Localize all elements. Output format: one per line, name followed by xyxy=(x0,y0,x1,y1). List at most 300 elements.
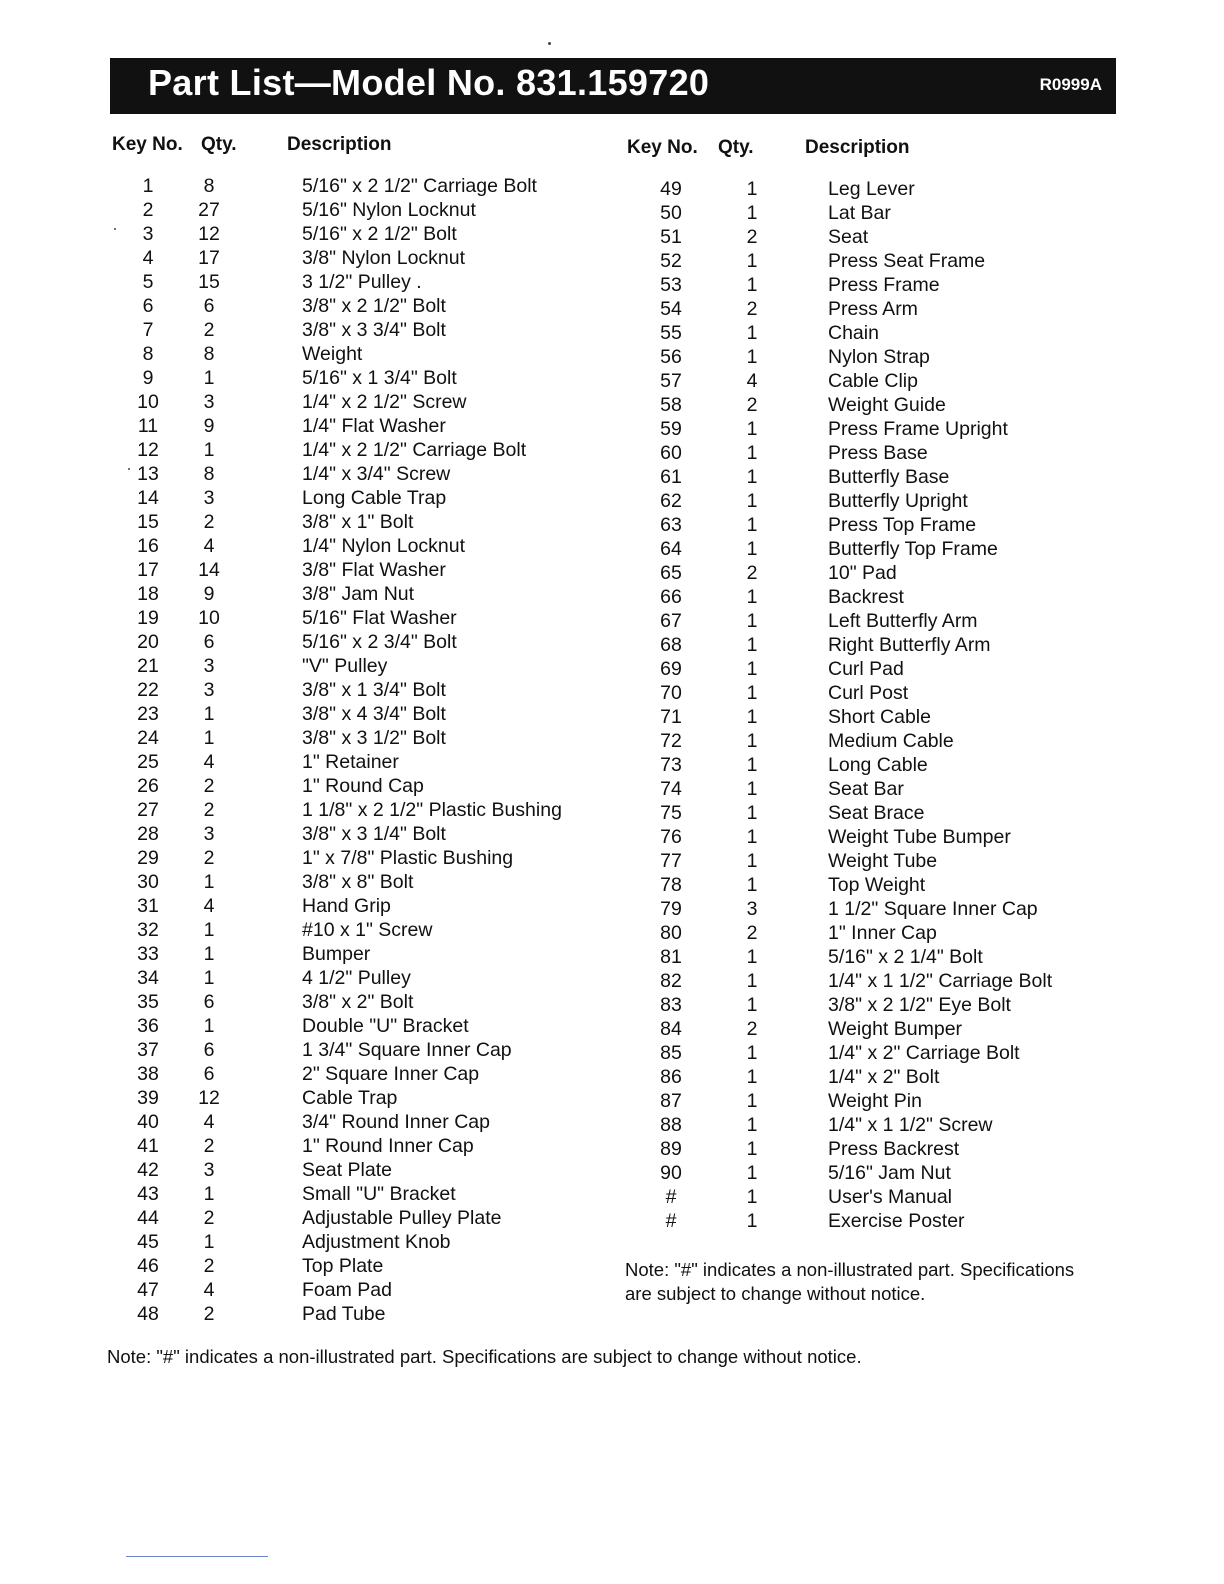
part-row xyxy=(126,774,596,798)
part-description: Chain xyxy=(828,322,879,344)
part-description: Curl Post xyxy=(828,682,909,704)
part-description: 1" Round Cap xyxy=(302,775,424,797)
part-quantity: 1 xyxy=(746,586,758,608)
part-row xyxy=(650,825,1120,849)
part-quantity: 4 xyxy=(203,1111,215,1133)
part-quantity: 1 xyxy=(746,202,758,224)
part-key-number: 82 xyxy=(660,970,682,992)
part-key-number: 31 xyxy=(137,895,159,917)
part-quantity: 1 xyxy=(203,703,215,725)
part-description: 5/16" x 2 3/4" Bolt xyxy=(302,631,457,653)
part-key-number: 33 xyxy=(137,943,159,965)
part-key-number: 69 xyxy=(660,658,682,680)
part-description: 10" Pad xyxy=(828,562,897,584)
part-row xyxy=(650,201,1120,225)
part-quantity: 14 xyxy=(198,559,220,581)
part-description: 3/8" x 4 3/4" Bolt xyxy=(302,703,446,725)
part-key-number: 8 xyxy=(142,343,154,365)
part-description: Right Butterfly Arm xyxy=(828,634,991,656)
part-description: 1 3/4" Square Inner Cap xyxy=(302,1039,512,1061)
part-key-number: 68 xyxy=(660,634,682,656)
part-row xyxy=(650,681,1120,705)
part-quantity: 1 xyxy=(746,250,758,272)
part-quantity: 1 xyxy=(746,658,758,680)
part-quantity: 6 xyxy=(203,1063,215,1085)
part-description: Seat Bar xyxy=(828,778,904,800)
part-quantity: 2 xyxy=(203,1135,215,1157)
part-key-number: 9 xyxy=(142,367,154,389)
part-description: Foam Pad xyxy=(302,1279,392,1301)
part-quantity: 8 xyxy=(203,175,215,197)
part-quantity: 1 xyxy=(746,634,758,656)
part-quantity: 4 xyxy=(203,751,215,773)
part-key-number: 88 xyxy=(660,1114,682,1136)
part-description: 3/8" x 3 3/4" Bolt xyxy=(302,319,446,341)
part-quantity: 12 xyxy=(198,1087,220,1109)
part-row xyxy=(650,1137,1120,1161)
part-key-number: 43 xyxy=(137,1183,159,1205)
part-quantity: 2 xyxy=(203,1207,215,1229)
part-key-number: 29 xyxy=(137,847,159,869)
part-quantity: 17 xyxy=(198,247,220,269)
part-row xyxy=(126,870,596,894)
right-description-header: Description xyxy=(805,137,910,158)
left-qty-header: Qty. xyxy=(201,134,237,155)
part-description: 3/8" x 2 1/2" Eye Bolt xyxy=(828,994,1011,1016)
part-row xyxy=(126,1230,596,1254)
title-bar xyxy=(110,58,1116,114)
part-description: 5/16" Jam Nut xyxy=(828,1162,951,1184)
part-key-number: 32 xyxy=(137,919,159,941)
part-quantity: 1 xyxy=(203,1015,215,1037)
part-row xyxy=(126,534,596,558)
part-key-number: 51 xyxy=(660,226,682,248)
scan-speck xyxy=(128,468,130,470)
part-key-number: 64 xyxy=(660,538,682,560)
part-key-number: 1 xyxy=(142,175,154,197)
part-row xyxy=(650,345,1120,369)
part-key-number: 38 xyxy=(137,1063,159,1085)
part-description: 3 1/2" Pulley . xyxy=(302,271,422,293)
part-key-number: 6 xyxy=(142,295,154,317)
part-key-number: 59 xyxy=(660,418,682,440)
part-description: 3/8" x 3 1/4" Bolt xyxy=(302,823,446,845)
part-description: Leg Lever xyxy=(828,178,915,200)
part-row xyxy=(650,249,1120,273)
part-row xyxy=(126,270,596,294)
part-description: Press Frame xyxy=(828,274,940,296)
part-key-number: 75 xyxy=(660,802,682,824)
part-row xyxy=(126,1182,596,1206)
part-quantity: 1 xyxy=(203,367,215,389)
part-quantity: 4 xyxy=(746,370,758,392)
part-row xyxy=(126,1038,596,1062)
part-row xyxy=(126,798,596,822)
part-description: Pad Tube xyxy=(302,1303,386,1325)
part-description: #10 x 1" Screw xyxy=(302,919,433,941)
part-key-number: 23 xyxy=(137,703,159,725)
part-quantity: 1 xyxy=(746,826,758,848)
part-row xyxy=(650,657,1120,681)
part-row xyxy=(126,1110,596,1134)
part-row xyxy=(650,321,1120,345)
part-description: 3/8" x 1 3/4" Bolt xyxy=(302,679,446,701)
part-quantity: 1 xyxy=(746,1186,758,1208)
part-row xyxy=(650,945,1120,969)
part-key-number: 49 xyxy=(660,178,682,200)
part-key-number: 58 xyxy=(660,394,682,416)
part-key-number: 46 xyxy=(137,1255,159,1277)
part-quantity: 1 xyxy=(746,466,758,488)
part-description: 1/4" x 1 1/2" Carriage Bolt xyxy=(828,970,1053,992)
part-quantity: 4 xyxy=(203,895,215,917)
part-quantity: 1 xyxy=(746,1090,758,1112)
part-description: Adjustable Pulley Plate xyxy=(302,1207,502,1229)
part-description: Weight Tube Bumper xyxy=(828,826,1011,848)
part-description: Weight Pin xyxy=(828,1090,922,1112)
part-quantity: 1 xyxy=(746,1066,758,1088)
part-description: 1/4" x 1 1/2" Screw xyxy=(828,1114,993,1136)
part-description: 3/8" Flat Washer xyxy=(302,559,446,581)
part-row xyxy=(650,969,1120,993)
scan-speck xyxy=(114,228,116,230)
part-description: Butterfly Upright xyxy=(828,490,968,512)
part-row xyxy=(650,729,1120,753)
part-quantity: 1 xyxy=(746,850,758,872)
part-row xyxy=(650,753,1120,777)
part-row xyxy=(126,294,596,318)
part-description: 5/16" Nylon Locknut xyxy=(302,199,476,221)
part-key-number: 42 xyxy=(137,1159,159,1181)
part-row xyxy=(126,822,596,846)
part-key-number: 40 xyxy=(137,1111,159,1133)
part-key-number: # xyxy=(665,1210,677,1232)
part-row xyxy=(650,441,1120,465)
part-quantity: 1 xyxy=(203,967,215,989)
part-quantity: 4 xyxy=(203,535,215,557)
part-row xyxy=(126,966,596,990)
part-description: 1 1/8" x 2 1/2" Plastic Bushing xyxy=(302,799,562,821)
part-key-number: 11 xyxy=(137,415,159,437)
part-description: Double "U" Bracket xyxy=(302,1015,469,1037)
part-row xyxy=(650,873,1120,897)
part-row xyxy=(126,654,596,678)
part-quantity: 6 xyxy=(203,295,215,317)
part-description: Weight Tube xyxy=(828,850,938,872)
part-key-number: 54 xyxy=(660,298,682,320)
part-quantity: 4 xyxy=(203,1279,215,1301)
part-row xyxy=(126,582,596,606)
part-quantity: 2 xyxy=(203,775,215,797)
part-quantity: 1 xyxy=(746,874,758,896)
part-description: Top Weight xyxy=(828,874,926,896)
part-key-number: 2 xyxy=(142,199,154,221)
part-quantity: 1 xyxy=(746,970,758,992)
part-row xyxy=(126,414,596,438)
part-key-number: 30 xyxy=(137,871,159,893)
part-description: Adjustment Knob xyxy=(302,1231,451,1253)
part-description: Press Top Frame xyxy=(828,514,977,536)
part-quantity: 3 xyxy=(203,487,215,509)
part-quantity: 2 xyxy=(203,511,215,533)
part-description: 3/8" x 8" Bolt xyxy=(302,871,414,893)
part-quantity: 2 xyxy=(746,298,758,320)
part-quantity: 2 xyxy=(203,799,215,821)
part-description: 3/8" x 2 1/2" Bolt xyxy=(302,295,446,317)
part-description: Nylon Strap xyxy=(828,346,930,368)
left-key-header: Key No. xyxy=(112,134,183,155)
part-quantity: 1 xyxy=(746,490,758,512)
part-quantity: 1 xyxy=(203,943,215,965)
part-description: Exercise Poster xyxy=(828,1210,965,1232)
part-row xyxy=(126,726,596,750)
part-row xyxy=(650,297,1120,321)
part-quantity: 1 xyxy=(746,538,758,560)
part-row xyxy=(126,846,596,870)
part-description: 2" Square Inner Cap xyxy=(302,1063,480,1085)
part-quantity: 3 xyxy=(203,655,215,677)
part-key-number: 25 xyxy=(137,751,159,773)
part-description: Cable Clip xyxy=(828,370,918,392)
part-description: 1/4" x 2" Bolt xyxy=(828,1066,940,1088)
right-note-line-1: Note: "#" indicates a non-illustrated part. Specifications xyxy=(625,1259,1075,1280)
part-key-number: 53 xyxy=(660,274,682,296)
part-description: Small "U" Bracket xyxy=(302,1183,456,1205)
part-description: 3/8" Jam Nut xyxy=(302,583,415,605)
part-row xyxy=(650,177,1120,201)
part-quantity: 6 xyxy=(203,1039,215,1061)
part-quantity: 2 xyxy=(203,847,215,869)
part-key-number: 48 xyxy=(137,1303,159,1325)
part-key-number: 55 xyxy=(660,322,682,344)
part-description: Press Frame Upright xyxy=(828,418,1008,440)
part-key-number: 78 xyxy=(660,874,682,896)
part-key-number: 45 xyxy=(137,1231,159,1253)
part-quantity: 1 xyxy=(746,610,758,632)
part-key-number: 81 xyxy=(660,946,682,968)
part-quantity: 1 xyxy=(746,994,758,1016)
part-description: Butterfly Top Frame xyxy=(828,538,998,560)
part-key-number: 27 xyxy=(137,799,159,821)
part-row xyxy=(126,342,596,366)
part-quantity: 8 xyxy=(203,343,215,365)
part-row xyxy=(650,1161,1120,1185)
part-description: 3/8" x 3 1/2" Bolt xyxy=(302,727,446,749)
part-key-number: 4 xyxy=(142,247,154,269)
right-note-line-2: are subject to change without notice. xyxy=(625,1283,926,1304)
part-key-number: 12 xyxy=(137,439,159,461)
part-row xyxy=(126,1134,596,1158)
right-qty-header: Qty. xyxy=(718,137,754,158)
part-key-number: 62 xyxy=(660,490,682,512)
part-key-number: 7 xyxy=(142,319,154,341)
part-key-number: 5 xyxy=(142,271,154,293)
part-row xyxy=(650,537,1120,561)
part-row xyxy=(126,174,596,198)
part-quantity: 1 xyxy=(746,778,758,800)
part-quantity: 1 xyxy=(746,1162,758,1184)
part-description: Weight Bumper xyxy=(828,1018,963,1040)
part-row xyxy=(126,558,596,582)
part-quantity: 3 xyxy=(203,679,215,701)
part-key-number: 41 xyxy=(137,1135,159,1157)
part-quantity: 1 xyxy=(746,322,758,344)
scan-speck xyxy=(548,42,551,45)
part-key-number: 85 xyxy=(660,1042,682,1064)
part-row xyxy=(650,513,1120,537)
part-key-number: 13 xyxy=(137,463,159,485)
part-quantity: 12 xyxy=(198,223,220,245)
part-row xyxy=(126,198,596,222)
part-row xyxy=(126,1086,596,1110)
part-quantity: 10 xyxy=(198,607,220,629)
part-description: 1/4" x 2" Carriage Bolt xyxy=(828,1042,1020,1064)
part-description: 1/4" Flat Washer xyxy=(302,415,446,437)
part-key-number: 57 xyxy=(660,370,682,392)
part-description: Seat Brace xyxy=(828,802,925,824)
part-key-number: 60 xyxy=(660,442,682,464)
part-row xyxy=(650,633,1120,657)
part-row xyxy=(650,921,1120,945)
part-description: 1 1/2" Square Inner Cap xyxy=(828,898,1038,920)
part-description: 3/8" x 2" Bolt xyxy=(302,991,414,1013)
part-row xyxy=(650,369,1120,393)
part-row xyxy=(126,246,596,270)
part-key-number: 21 xyxy=(137,655,159,677)
part-quantity: 1 xyxy=(746,682,758,704)
part-description: Press Base xyxy=(828,442,928,464)
part-key-number: 71 xyxy=(660,706,682,728)
part-description: 3/8" x 1" Bolt xyxy=(302,511,414,533)
part-row xyxy=(126,1014,596,1038)
part-row xyxy=(650,1017,1120,1041)
part-key-number: 47 xyxy=(137,1279,159,1301)
part-row xyxy=(126,630,596,654)
part-key-number: 61 xyxy=(660,466,682,488)
part-quantity: 1 xyxy=(203,919,215,941)
part-row xyxy=(650,273,1120,297)
part-key-number: 26 xyxy=(137,775,159,797)
part-quantity: 1 xyxy=(746,274,758,296)
part-quantity: 2 xyxy=(203,319,215,341)
part-quantity: 3 xyxy=(203,1159,215,1181)
part-quantity: 1 xyxy=(746,178,758,200)
part-description: User's Manual xyxy=(828,1186,953,1208)
part-description: 1" x 7/8" Plastic Bushing xyxy=(302,847,514,869)
part-description: Hand Grip xyxy=(302,895,391,917)
part-row xyxy=(650,1113,1120,1137)
part-quantity: 3 xyxy=(203,823,215,845)
part-row xyxy=(126,918,596,942)
part-row xyxy=(126,1278,596,1302)
part-row xyxy=(650,585,1120,609)
part-key-number: 83 xyxy=(660,994,682,1016)
right-parts-list xyxy=(650,177,1120,1233)
document-code: R0999A xyxy=(1039,75,1102,94)
part-row xyxy=(126,318,596,342)
part-row xyxy=(126,990,596,1014)
part-row xyxy=(650,1185,1120,1209)
part-row xyxy=(126,1206,596,1230)
part-description: Short Cable xyxy=(828,706,931,728)
part-row xyxy=(650,1209,1120,1233)
part-quantity: 3 xyxy=(203,391,215,413)
part-description: Left Butterfly Arm xyxy=(828,610,978,632)
part-quantity: 2 xyxy=(203,1303,215,1325)
part-description: 3/8" Nylon Locknut xyxy=(302,247,466,269)
part-row xyxy=(650,465,1120,489)
part-description: 1" Round Inner Cap xyxy=(302,1135,474,1157)
part-row xyxy=(650,609,1120,633)
part-key-number: 20 xyxy=(137,631,159,653)
part-description: Long Cable xyxy=(828,754,928,776)
part-row xyxy=(126,606,596,630)
part-key-number: 65 xyxy=(660,562,682,584)
part-description: Long Cable Trap xyxy=(302,487,447,509)
part-key-number: 34 xyxy=(137,967,159,989)
part-quantity: 1 xyxy=(746,514,758,536)
part-row xyxy=(650,897,1120,921)
part-key-number: 17 xyxy=(137,559,159,581)
part-row xyxy=(126,1254,596,1278)
part-quantity: 2 xyxy=(746,562,758,584)
part-quantity: 3 xyxy=(746,898,758,920)
part-key-number: 80 xyxy=(660,922,682,944)
part-key-number: 35 xyxy=(137,991,159,1013)
part-quantity: 2 xyxy=(746,922,758,944)
part-key-number: 77 xyxy=(660,850,682,872)
part-row xyxy=(650,849,1120,873)
part-quantity: 1 xyxy=(203,871,215,893)
part-quantity: 2 xyxy=(746,1018,758,1040)
part-quantity: 1 xyxy=(746,346,758,368)
part-row xyxy=(126,1062,596,1086)
part-key-number: 79 xyxy=(660,898,682,920)
part-row xyxy=(126,702,596,726)
part-description: Top Plate xyxy=(302,1255,384,1277)
part-quantity: 2 xyxy=(746,226,758,248)
page-title: Part List—Model No. 831.159720 xyxy=(148,62,710,103)
part-description: Cable Trap xyxy=(302,1087,398,1109)
part-description: Bumper xyxy=(302,943,371,965)
part-key-number: 22 xyxy=(137,679,159,701)
right-key-header: Key No. xyxy=(627,137,698,158)
part-row xyxy=(650,489,1120,513)
part-row xyxy=(650,561,1120,585)
part-row xyxy=(126,222,596,246)
part-key-number: 16 xyxy=(137,535,159,557)
part-quantity: 1 xyxy=(203,1183,215,1205)
part-key-number: 24 xyxy=(137,727,159,749)
part-quantity: 1 xyxy=(746,442,758,464)
part-row xyxy=(650,417,1120,441)
part-quantity: 1 xyxy=(746,802,758,824)
part-description: Weight Guide xyxy=(828,394,946,416)
part-key-number: 86 xyxy=(660,1066,682,1088)
part-quantity: 6 xyxy=(203,991,215,1013)
part-row xyxy=(126,486,596,510)
part-key-number: 87 xyxy=(660,1090,682,1112)
part-description: 1/4" x 2 1/2" Screw xyxy=(302,391,467,413)
part-key-number: 37 xyxy=(137,1039,159,1061)
part-description: Seat Plate xyxy=(302,1159,392,1181)
part-quantity: 9 xyxy=(203,583,215,605)
part-row xyxy=(650,1089,1120,1113)
part-row xyxy=(126,438,596,462)
part-row xyxy=(650,993,1120,1017)
part-quantity: 1 xyxy=(746,754,758,776)
part-description: 5/16" x 2 1/4" Bolt xyxy=(828,946,983,968)
